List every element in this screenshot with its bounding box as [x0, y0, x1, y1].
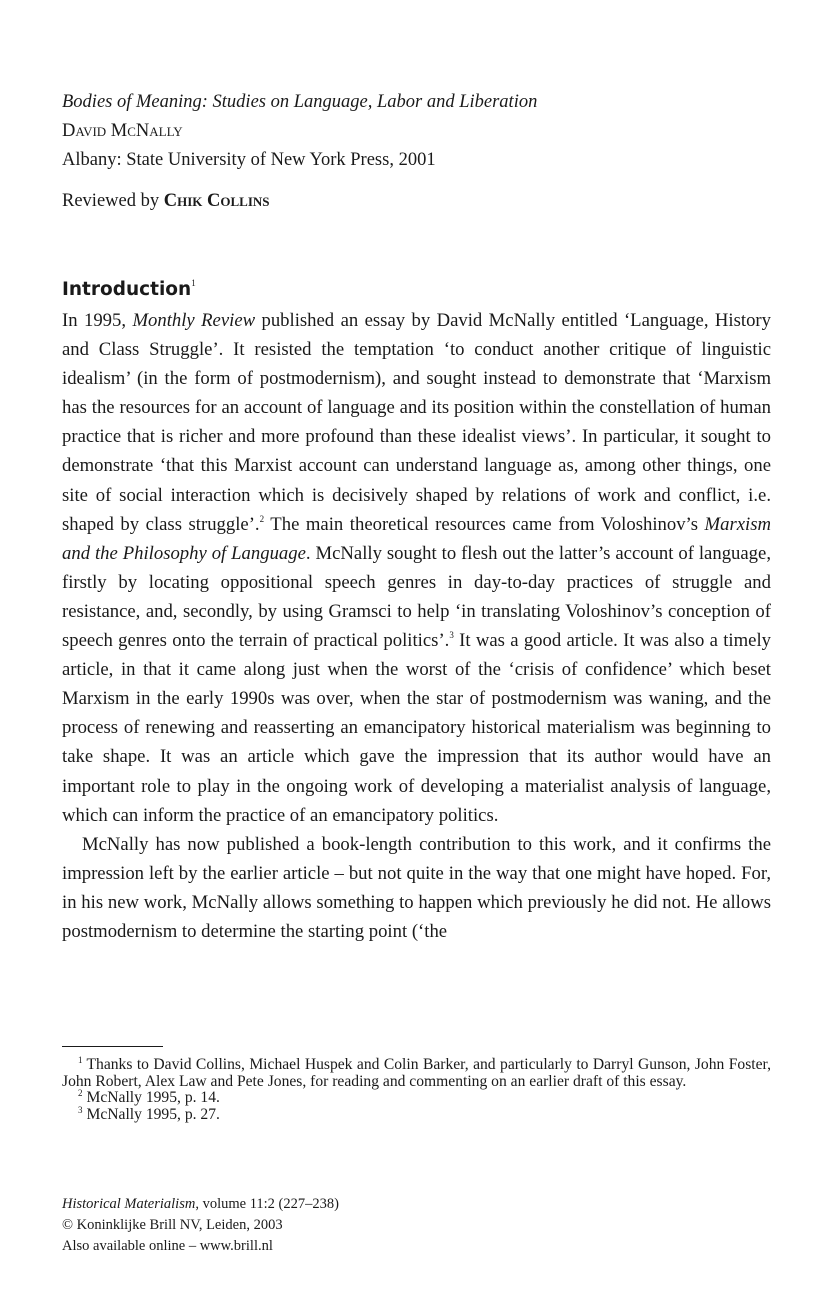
section-heading-text: Introduction — [62, 279, 192, 300]
body-text: It was a good article. It was also a timely article, in that it came along just when the worst of the ‘crisis of confidence’ which beset Marxism in the early 1990s was over, when the star of postmodernism was waning, and the process of renewing and reasserting an emancipatory historical materialism was beginning to take shape. It was an article which gave the impression that its author would have an important role to play in the ongoing work of developing a materialist analysis of language, which can inform the practice of an emancipatory politics. — [62, 630, 771, 826]
footnote-3 — [62, 1104, 771, 1124]
footnote-number: 1 — [78, 1055, 83, 1065]
footnotes — [62, 1057, 771, 1123]
body-text: . McNally sought to flesh out the latter’s account of language, firstly by locating oppositional speech genres in day-to-day practices of struggle and resistance, and, secondly, by using Gramsci to help ‘in translating Voloshinov’s conception of speech genres onto the terrain of practical politics’. — [62, 542, 771, 652]
reviewer-line — [62, 187, 771, 216]
reviewed-by-label: Reviewed by — [62, 191, 160, 211]
publisher-line: Albany: State University of New York Press, 2001 — [62, 150, 436, 170]
footnote-ref-1: 1 — [191, 278, 196, 288]
journal-name: Historical Materialism — [62, 1196, 196, 1212]
paragraph-1 — [62, 306, 771, 830]
article-body — [62, 306, 771, 946]
body-text: published an essay by David McNally entitled ‘Language, History and Class Struggle’. It resisted the temptation ‘to conduct another critique of linguistic idealism’ (in the form of postmodernism), and sought instead to demonstrate that ‘Marxism has the resources for an account of language and its position within the constellation of human practice that is richer and more profound than these idealist views’. In particular, it sought to demonstrate ‘that this Marxist account can understand language as, among other things, one site of social interaction which is decisively shaped by relations of work and conflict, i.e. shaped by class struggle’. — [62, 310, 771, 535]
body-text: In 1995, — [62, 310, 133, 331]
journal-title-monthly-review: Monthly Review — [132, 310, 256, 331]
journal-footer — [62, 1194, 339, 1257]
copyright-line: © Koninklijke Brill NV, Leiden, 2003 — [62, 1217, 283, 1233]
footnote-1 — [62, 1057, 771, 1090]
book-author: David McNally — [62, 121, 183, 141]
online-availability: Also available online – www.brill.nl — [62, 1238, 273, 1254]
body-text: The main theoretical resources came from Voloshinov’s — [264, 513, 705, 535]
footnote-2 — [62, 1090, 771, 1107]
book-title-voloshinov: Marxism and the Philosophy of Language — [62, 513, 771, 564]
footnote-text: McNally 1995, p. 27. — [86, 1105, 220, 1123]
footnote-text: McNally 1995, p. 14. — [86, 1089, 220, 1106]
footnote-number: 2 — [78, 1088, 83, 1098]
journal-volume: , volume 11:2 (227–238) — [195, 1196, 339, 1212]
section-heading — [62, 271, 196, 302]
paragraph-2: McNally has now published a book-length contribution to this work, and it confirms the impression left by the earlier article – but not quite in the way that one might have hoped. For, in his new work, McNally allows something to happen which previously he did not. He allows postmodernism to determine the starting point (‘the — [62, 833, 771, 942]
footnote-number: 3 — [78, 1104, 83, 1115]
bibliographic-header — [62, 88, 771, 216]
book-title: Bodies of Meaning: Studies on Language, Labor and Liberation — [62, 92, 538, 112]
reviewer-name: Chik Collins — [163, 191, 270, 211]
journal-citation — [62, 1194, 339, 1215]
footnote-ref-3: 3 — [449, 630, 454, 641]
footnote-ref-2: 2 — [259, 513, 265, 524]
footnote-divider — [62, 1046, 163, 1047]
footnote-text: Thanks to David Collins, Michael Huspek and Colin Barker, and particularly to Darryl Gunson, John Foster, John Robert, Alex Law and Pete Jones, for reading and commenting on an earlier draft of this essay. — [62, 1056, 771, 1090]
